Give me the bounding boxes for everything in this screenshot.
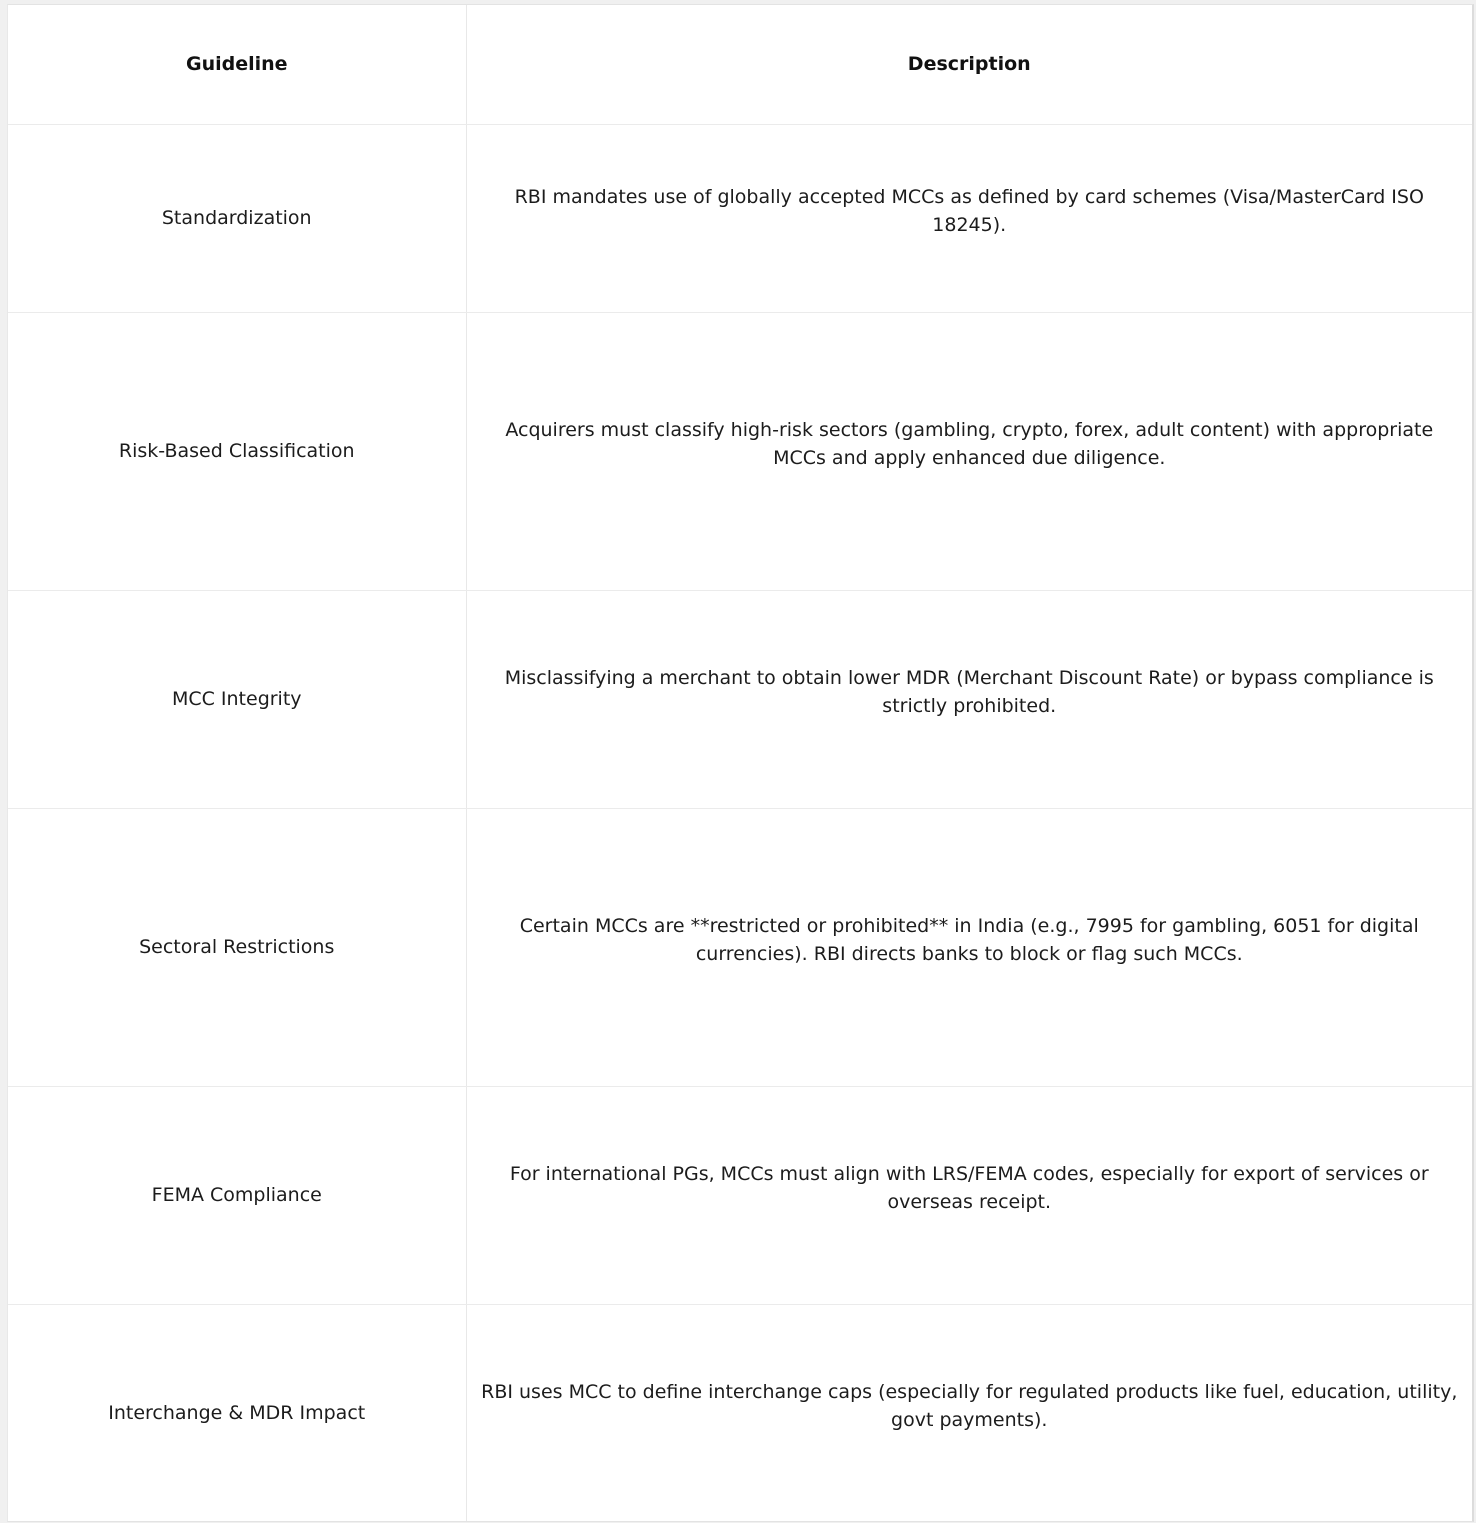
description-cell: Certain MCCs are **restricted or prohibited** in India (e.g., 7995 for gambling, 6051 for digital currencies). RBI directs banks to block or flag such MCCs.	[466, 808, 1472, 1086]
description-cell: RBI mandates use of globally accepted MCCs as defined by card schemes (Visa/MasterCard ISO 18245).	[466, 124, 1472, 312]
guideline-cell: Interchange & MDR Impact	[8, 1304, 466, 1521]
header-description: Description	[466, 5, 1472, 124]
guideline-cell: Sectoral Restrictions	[8, 808, 466, 1086]
table-row	[8, 1304, 1472, 1521]
header-row	[8, 5, 1472, 124]
guideline-cell: Standardization	[8, 124, 466, 312]
header-guideline: Guideline	[8, 5, 466, 124]
table-header	[8, 5, 1472, 124]
guidelines-table	[8, 5, 1472, 1521]
table-body	[8, 124, 1472, 1521]
guidelines-table-container	[7, 4, 1474, 1522]
description-cell: RBI uses MCC to define interchange caps (especially for regulated products like fuel, education, utility, govt payments).	[481, 1380, 1458, 1431]
table-row	[8, 124, 1472, 312]
table-row	[8, 312, 1472, 590]
table-row	[8, 808, 1472, 1086]
guideline-cell: FEMA Compliance	[8, 1086, 466, 1304]
guideline-cell: Risk-Based Classification	[8, 312, 466, 590]
description-cell: Misclassifying a merchant to obtain lower MDR (Merchant Discount Rate) or bypass compliance is strictly prohibited.	[466, 590, 1472, 808]
description-cell: For international PGs, MCCs must align with LRS/FEMA codes, especially for export of services or overseas receipt.	[466, 1086, 1472, 1304]
guideline-cell: MCC Integrity	[8, 590, 466, 808]
description-cell: Acquirers must classify high-risk sectors (gambling, crypto, forex, adult content) with appropriate MCCs and apply enhanced due diligence.	[466, 312, 1472, 590]
table-row	[8, 590, 1472, 808]
table-row	[8, 1086, 1472, 1304]
